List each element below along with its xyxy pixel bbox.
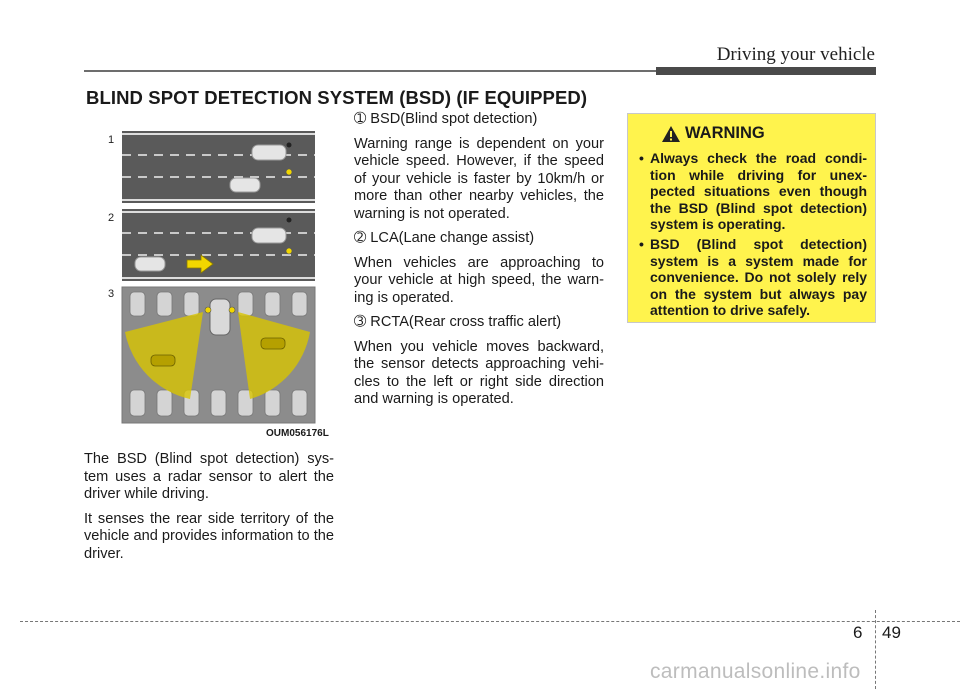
- figure-code: OUM056176L: [266, 428, 329, 439]
- warning-item-2: • BSD (Blind spot detection) system is a system made for convenience. Do not solely rely on the system but always pay attention to drive safely.: [639, 236, 867, 319]
- bsd-description: Warning range is dependent on your vehicle speed. However, if the speed of your vehicle is faster by 10km/h or more than other nearby vehicles, the warning is not operated.: [354, 135, 604, 222]
- header-bar: [656, 67, 876, 75]
- left-column: [84, 451, 334, 563]
- lca-description: When vehicles are approaching to your vehicle at high speed, the warn-ing is operated.: [354, 254, 604, 306]
- warning-header: [661, 124, 875, 143]
- header-rule: [84, 70, 656, 72]
- lca-heading: ➁ LCA(Lane change assist): [354, 230, 535, 246]
- watermark-text: carmanualsonline.info: [650, 660, 861, 683]
- road-panel-1: [122, 131, 315, 203]
- bsd-diagram: [95, 127, 335, 442]
- figure-label-1: 1: [108, 134, 115, 146]
- footer-rule: [20, 621, 960, 622]
- intro-paragraph-2: It senses the rear side territory of the vehicle and provides information to the driver.: [84, 510, 334, 562]
- car-side-1: [230, 178, 260, 192]
- section-title: BLIND SPOT DETECTION SYSTEM (BSD) (IF EQUIPPED): [86, 87, 588, 108]
- warning-triangle-icon: [661, 125, 681, 143]
- own-vehicle: [210, 299, 230, 335]
- figure-label-3: 3: [108, 288, 115, 300]
- car-main-2: [252, 228, 286, 243]
- warning-list: [639, 150, 867, 319]
- figure-label-2: 2: [108, 212, 115, 224]
- rcta-heading: ➂ RCTA(Rear cross traffic alert): [354, 314, 562, 330]
- bsd-illustration: [95, 127, 335, 442]
- warning-box: [627, 113, 876, 323]
- header-title: Driving your vehicle: [716, 44, 875, 65]
- warning-item-1: • Always check the road condi-tion while driving for unex-pected situations even though the BSD (Blind spot detection) system is operating.: [639, 150, 867, 233]
- car-side-2: [135, 257, 165, 271]
- car-main-1: [252, 145, 286, 160]
- chapter-number: 6: [853, 623, 863, 642]
- rcta-description: When you vehicle moves backward, the sensor detects approaching vehi-cles to the left or right side direction and warning is operated.: [354, 338, 604, 407]
- footer-divider: [875, 610, 876, 689]
- intro-paragraph-1: The BSD (Blind spot detection) sys-tem uses a radar sensor to alert the driver while driving.: [84, 451, 334, 502]
- warning-title: WARNING: [685, 124, 765, 142]
- bsd-heading: ➀ BSD(Blind spot detection): [354, 111, 538, 127]
- middle-column: [354, 111, 604, 409]
- page-number: 49: [882, 623, 901, 642]
